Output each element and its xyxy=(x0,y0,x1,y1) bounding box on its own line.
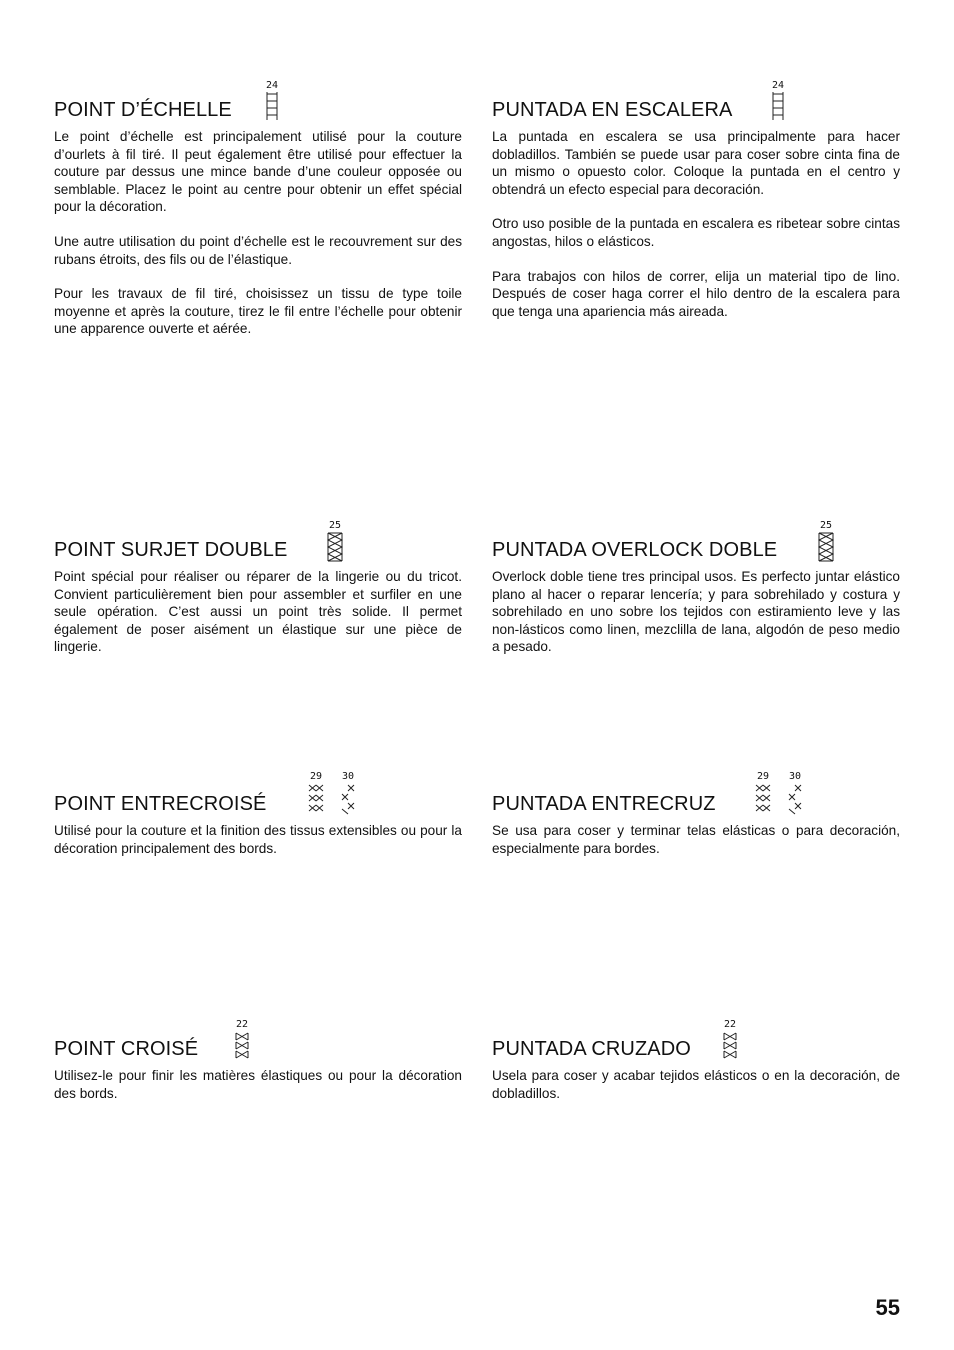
cross-stitch-30-icon xyxy=(339,783,357,815)
stitch-number: 29 xyxy=(756,771,770,782)
section-puntada-cruzado xyxy=(492,1020,900,1119)
cross-stitch-29-icon xyxy=(307,783,325,815)
section-header xyxy=(492,81,900,121)
paragraph: Overlock doble tiene tres principal usos. Es perfecto juntar elástico plano al hacer o reparar lencería; y para sobrehilado y costura y sobrehilado en uno sobre los tejidos con estiramiento leve y las non-lásticos como linen, mezclilla de lana, algodón de peso medio a pesado. xyxy=(492,569,900,655)
double-overlock-stitch-icon xyxy=(327,532,343,562)
stitch-number: 25 xyxy=(819,520,833,531)
section-title: POINT SURJET DOUBLE xyxy=(54,539,288,561)
section-title: PUNTADA CRUZADO xyxy=(492,1038,691,1060)
cross-stitch-30-icon xyxy=(786,783,804,815)
section-body xyxy=(54,568,462,656)
paragraph: Para trabajos con hilos de correr, elija un material tipo de lino. Después de coser haga correr el hilo dentro de la escalera para que tenga una apariencia más aireada. xyxy=(492,268,900,319)
ladder-stitch-icon xyxy=(770,92,786,120)
stitch-number: 30 xyxy=(788,771,802,782)
page-number: 55 xyxy=(875,1295,900,1320)
section-point-surjet-double xyxy=(54,521,462,673)
section-body xyxy=(54,1067,462,1102)
section-title: PUNTADA ENTRECRUZ xyxy=(492,793,716,815)
paragraph: Utilisé pour la couture et la finition des tissus extensibles ou pour la décoration principalement des bords. xyxy=(54,823,462,856)
section-header xyxy=(54,1020,462,1060)
section-point-echelle xyxy=(54,81,462,355)
section-body xyxy=(54,822,462,857)
section-header xyxy=(54,81,462,121)
paragraph: Une autre utilisation du point d’échelle est le recouvrement sur des rubans étroits, des fils ou de l’élastique. xyxy=(54,233,462,267)
double-overlock-stitch-icon xyxy=(818,532,834,562)
section-body xyxy=(492,128,900,320)
section-header xyxy=(492,771,900,815)
paragraph: Se usa para coser y terminar telas elásticas o para decoración, especialmente para bordes. xyxy=(492,823,900,856)
section-puntada-escalera xyxy=(492,81,900,337)
paragraph: Usela para coser y acabar tejidos elásticos o en la decoración, de dobladillos. xyxy=(492,1068,900,1101)
section-body xyxy=(492,568,900,656)
section-header xyxy=(492,1020,900,1060)
stitch-number: 24 xyxy=(265,80,279,91)
paragraph: Le point d’échelle est principalement utilisé pour la couture d’ourlets à fil tiré. Il peut également être utilisé pour effectuer la couture par dessus une mince bande d’une couleur opposée ou semblable. Placez le point au centre pour obtenir un effet spécial pour la décoration. xyxy=(54,129,462,215)
paragraph: Utilisez-le pour finir les matières élastiques ou pour la décoration des bords. xyxy=(54,1068,462,1101)
cross-stitch-22-icon xyxy=(722,1031,738,1061)
section-body xyxy=(492,822,900,857)
section-title: PUNTADA EN ESCALERA xyxy=(492,99,733,121)
section-header xyxy=(54,771,462,815)
paragraph: Otro uso posible de la puntada en escalera es ribetear sobre cintas angostas, hilos o elásticos. xyxy=(492,216,900,249)
paragraph: La puntada en escalera se usa principalmente para hacer dobladillos. También se puede usar para coser sobre cinta fina de un mismo o opuesto color. Coloque la puntada en el centro y obtendrá un efecto especial para decoración. xyxy=(492,129,900,197)
section-title: POINT ENTRECROISÉ xyxy=(54,793,267,815)
section-puntada-entrecruz xyxy=(492,771,900,874)
ladder-stitch-icon xyxy=(264,92,280,120)
section-point-croise xyxy=(54,1020,462,1119)
stitch-number: 22 xyxy=(235,1019,249,1030)
stitch-number: 30 xyxy=(341,771,355,782)
section-header xyxy=(492,521,900,561)
paragraph: Pour les travaux de fil tiré, choisissez un tissu de type toile moyenne et après la couture, tirez le fil entre l’échelle pour obtenir une apparence ouverte et aérée. xyxy=(54,286,462,337)
stitch-number: 25 xyxy=(328,520,342,531)
cross-stitch-22-icon xyxy=(234,1031,250,1061)
cross-stitch-29-icon xyxy=(754,783,772,815)
section-title: POINT CROISÉ xyxy=(54,1038,199,1060)
section-point-entrecroise xyxy=(54,771,462,874)
section-title: PUNTADA OVERLOCK DOBLE xyxy=(492,539,778,561)
section-body xyxy=(492,1067,900,1102)
stitch-number: 22 xyxy=(723,1019,737,1030)
stitch-number: 24 xyxy=(771,80,785,91)
section-puntada-overlock-doble xyxy=(492,521,900,673)
paragraph: Point spécial pour réaliser ou réparer de la lingerie ou du tricot. Convient particulièrement bien pour assembler et surfiler en une seule opération. C’est aussi un point très solide. Il permet également de poser aisément un élastique sur une pièce de lingerie. xyxy=(54,569,462,655)
section-body xyxy=(54,128,462,338)
section-title: POINT D’ÉCHELLE xyxy=(54,99,232,121)
stitch-number: 29 xyxy=(309,771,323,782)
section-header xyxy=(54,521,462,561)
